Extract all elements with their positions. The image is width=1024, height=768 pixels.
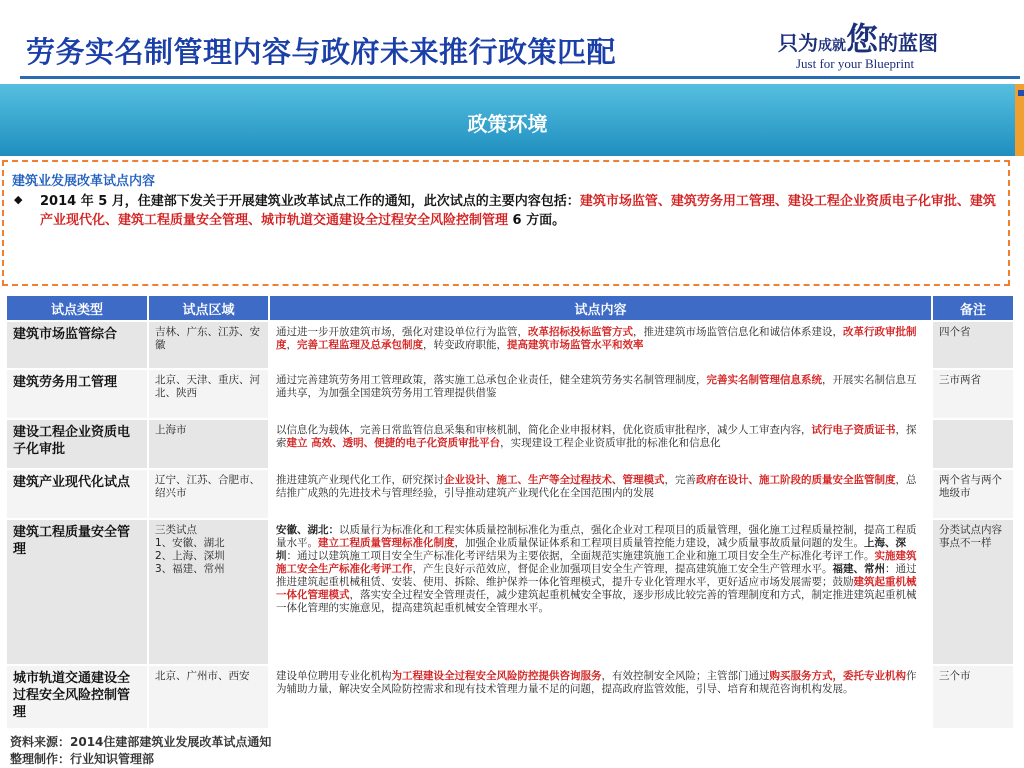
- header-type: 试点类型: [6, 295, 148, 321]
- table-header-row: [6, 295, 1014, 321]
- content-text: ，转变政府职能，: [423, 339, 507, 351]
- cell-region: 吉林、广东、江苏、安徽: [148, 321, 269, 369]
- table-row: [6, 419, 1014, 469]
- source-note: 资料来源：2014住建部建筑业发展改革试点通知: [10, 735, 272, 749]
- diamond-bullet-icon: ◆: [14, 193, 23, 206]
- intro-text-lead: 2014 年 5 月，住建部下发关于开展建筑业改革试点工作的通知，此次试点的主要内容包括：: [40, 194, 580, 209]
- table-row: [6, 469, 1014, 519]
- cell-content: [269, 419, 932, 469]
- content-text: 上海、深圳: [276, 537, 906, 562]
- content-text: 通过完善建筑劳务用工管理政策，落实施工总承包企业责任，健全建筑劳务实名制管理制度，: [276, 374, 707, 386]
- cell-type: 建筑市场监管综合: [6, 321, 148, 369]
- company-logo: [778, 14, 978, 74]
- cell-type: 建设工程企业资质电子化审批: [6, 419, 148, 469]
- content-text: ，实现建设工程企业资质审批的标准化和信息化: [500, 437, 721, 449]
- logo-text-1: 只为: [778, 31, 818, 55]
- cell-region: 北京、广州市、西安: [148, 665, 269, 729]
- content-text: 以信息化为载体，完善日常监管信息采集和审核机制，简化企业申报材料，优化资质审批程序，减少人工审查内容，: [276, 424, 812, 436]
- page-title: 劳务实名制管理内容与政府未来推行政策匹配: [26, 35, 617, 69]
- cell-note: [932, 419, 1014, 469]
- intro-heading: 建筑业发展改革试点内容: [12, 174, 156, 189]
- content-highlight: 购买服务方式，委托专业机构: [769, 670, 906, 682]
- cell-content: [269, 321, 932, 369]
- content-text: ，完善: [664, 474, 696, 486]
- logo-text-2: 成就: [818, 38, 846, 54]
- banner-accent-square: [1018, 90, 1024, 96]
- content-highlight: 建筑起重机械一体化管理模式: [276, 576, 917, 601]
- content-text: ，推进建筑市场监管信息化和诚信体系建设，: [633, 326, 843, 338]
- header-note: 备注: [932, 295, 1014, 321]
- content-highlight: 完善工程监理及总承包制度: [297, 339, 423, 351]
- cell-type: 建筑劳务用工管理: [6, 369, 148, 419]
- content-text: ，有效控制安全风险；主管部门通过: [601, 670, 770, 682]
- cell-note: 分类试点内容事点不一样: [932, 519, 1014, 665]
- cell-note: 三个市: [932, 665, 1014, 729]
- content-text: ，产生良好示范效应，督促企业加强项目安全生产管理，提高建筑施工安全生产管理水平。: [412, 563, 833, 575]
- cell-note: 三市两省: [932, 369, 1014, 419]
- content-text: ，: [286, 339, 297, 351]
- section-banner-title: 政策环境: [467, 112, 548, 136]
- content-text: ：通过推进建筑起重机械租赁、安装、使用、拆除、维护保养一体化管理模式，提升专业化管理水平，更好适应市场发展需要；鼓励: [276, 563, 917, 588]
- content-text: 以质量行为标准化和工程实体质量控制标准化为重点，强化企业对工程项目的质量管理，强化施工过程质量控制，提高工程质量水平。: [276, 524, 917, 549]
- content-highlight: 建立 高效、透明、便捷的电子化资质审批平台: [286, 437, 501, 449]
- content-text: 安徽、湖北：: [276, 524, 339, 536]
- content-highlight: 企业设计、施工、生产等全过程技术、管理模式: [444, 474, 665, 486]
- header-region: 试点区域: [148, 295, 269, 321]
- cell-type: 城市轨道交通建设全过程安全风险控制管理: [6, 665, 148, 729]
- table-row: [6, 369, 1014, 419]
- content-text: 福建、常州: [832, 563, 885, 575]
- cell-type: 建筑工程质量安全管理: [6, 519, 148, 665]
- content-highlight: 提高建筑市场监管水平和效率: [507, 339, 644, 351]
- content-text: 推进建筑产业现代化工作，研究探讨: [276, 474, 444, 486]
- cell-note: 四个省: [932, 321, 1014, 369]
- intro-text-tail: 6 方面。: [508, 213, 566, 228]
- content-text: ，开展实名制信息互通共享，为加强全国建筑劳务用工管理提供借鉴: [276, 374, 917, 399]
- intro-text-highlight: 建筑市场监管、建筑劳务用工管理、建设工程企业资质电子化审批、建筑产业现代化、建筑工程质量安全管理、城市轨道交通建设全过程安全风险控制管理: [40, 194, 996, 228]
- table-row: [6, 519, 1014, 665]
- cell-region: 辽宁、江苏、合肥市、绍兴市: [148, 469, 269, 519]
- title-underline: [20, 76, 1020, 79]
- cell-content: [269, 469, 932, 519]
- content-text: ：通过以建筑施工项目安全生产标准化考评结果为主要依据，全面规范实施建筑施工企业和施工项目安全生产标准化考评工作。: [286, 550, 875, 562]
- logo-chinese: [778, 14, 978, 60]
- cell-region: 上海市: [148, 419, 269, 469]
- logo-english: Just for your Blueprint: [796, 56, 915, 71]
- cell-content: [269, 369, 932, 419]
- content-text: ，落实安全过程安全管理责任，减少建筑起重机械安全事故，逐步形成比较完善的管理制度和方式，制定推进建筑起重机械一体化管理的实施意见，提高建筑起重机械安全管理水平。: [276, 589, 917, 614]
- content-highlight: 完善实名制管理信息系统: [706, 374, 822, 386]
- cell-region: 三类试点 1、安徽、湖北 2、上海、深圳 3、福建、常州: [148, 519, 269, 665]
- content-highlight: 建立工程质量管理标准化制度: [318, 537, 455, 549]
- maker-note: 整理制作：行业知识管理部: [10, 752, 155, 766]
- cell-note: 两个省与两个地级市: [932, 469, 1014, 519]
- pilot-table: [5, 294, 1015, 730]
- logo-text-3: 您: [846, 20, 879, 58]
- content-highlight: 改革招标投标监管方式: [528, 326, 633, 338]
- content-text: ，总结推广成熟的先进技术与管理经验，引导推动建筑产业现代化在全国范围内的发展: [276, 474, 917, 499]
- table-row: [6, 321, 1014, 369]
- header-content: 试点内容: [269, 295, 932, 321]
- content-text: 作为辅助力量，解决安全风险防控需求和现有技术管理力量不足的问题，提高政府监管效能，引导、培育和规范咨询机构发展。: [276, 670, 917, 695]
- logo-text-4: 的蓝图: [878, 31, 939, 55]
- content-text: 建设单位聘用专业化机构: [276, 670, 392, 682]
- cell-content: [269, 665, 932, 729]
- content-highlight: 为工程建设全过程安全风险防控提供咨询服务: [391, 670, 602, 682]
- cell-type: 建筑产业现代化试点: [6, 469, 148, 519]
- content-highlight: 试行电子资质证书: [811, 424, 896, 436]
- content-highlight: 改革行政审批制度: [276, 326, 917, 351]
- content-highlight: 实施建筑施工安全生产标准化考评工作: [276, 550, 917, 575]
- content-text: 通过进一步开放建筑市场，强化对建设单位行为监管，: [276, 326, 528, 338]
- intro-text: [40, 192, 1000, 230]
- cell-region: 北京、天津、重庆、河北、陕西: [148, 369, 269, 419]
- cell-content: [269, 519, 932, 665]
- content-text: ，探索: [276, 424, 917, 449]
- table-row: [6, 665, 1014, 729]
- content-text: ，加强企业质量保证体系和工程项目质量管控能力建设，减少质量事故质量问题的发生。: [454, 537, 864, 549]
- content-highlight: 政府在设计、施工阶段的质量安全监管制度: [696, 474, 896, 486]
